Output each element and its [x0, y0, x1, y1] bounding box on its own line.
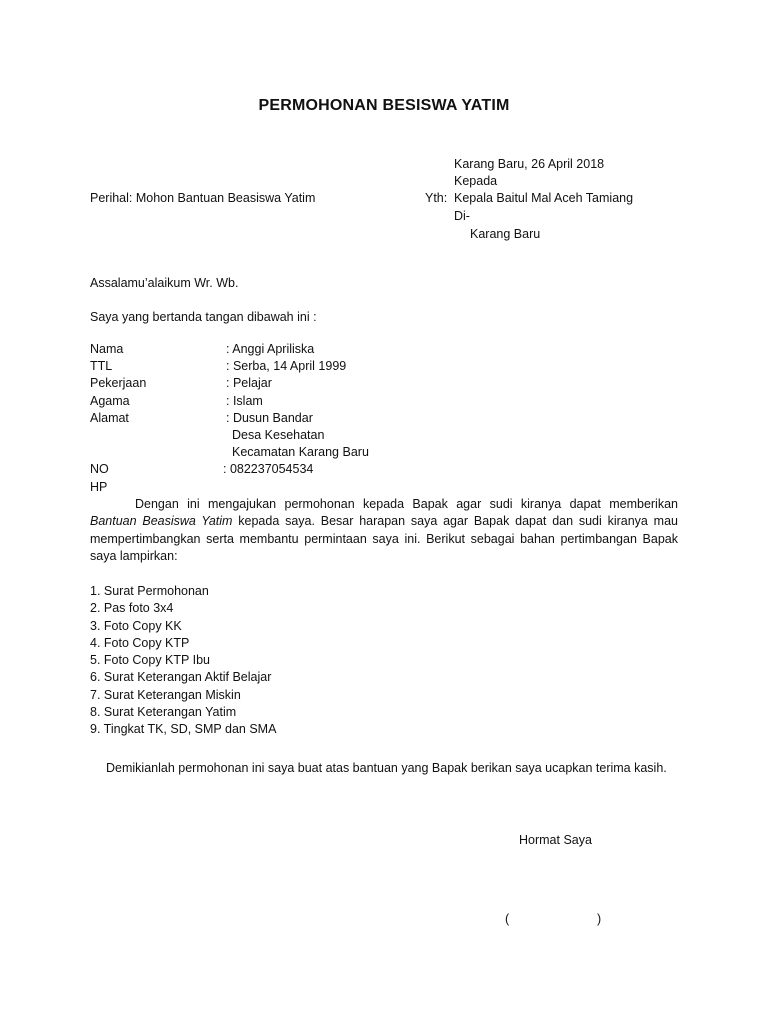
di-label: Di-	[454, 209, 470, 223]
field-value: : Dusun Bandar	[226, 410, 313, 425]
body-paragraph	[90, 496, 678, 565]
list-item: 4. Foto Copy KTP	[90, 635, 190, 650]
list-item: 7. Surat Keterangan Miskin	[90, 687, 241, 702]
perihal: Perihal: Mohon Bantuan Beasiswa Yatim	[90, 191, 316, 205]
recipient: Kepala Baitul Mal Aceh Tamiang	[454, 191, 634, 205]
body-text-2: kepada saya. Besar harapan saya agar Bapak dapat dan sudi kiranya mau mempertimbangkan serta membantu permintaan saya ini. Berikut sebagai bahan pertimbangan Bapak saya lampirkan:	[90, 514, 678, 563]
field-label: NO HP	[90, 462, 109, 494]
field-label: Agama	[90, 393, 130, 408]
list-item: 2. Pas foto 3x4	[90, 601, 174, 616]
field-label: Nama	[90, 342, 124, 356]
greeting: Assalamu’alaikum Wr. Wb.	[90, 276, 239, 290]
signature-open-paren: (	[505, 912, 510, 926]
field-value: Desa Kesehatan	[232, 427, 325, 442]
kepada-label: Kepada	[454, 174, 498, 188]
list-item: 9. Tingkat TK, SD, SMP dan SMA	[90, 722, 277, 737]
list-item: 5. Foto Copy KTP Ibu	[90, 653, 210, 668]
body-emphasis: Bantuan Beasiswa Yatim	[90, 514, 233, 529]
attachments-list	[90, 583, 276, 739]
field-value: Kecamatan Karang Baru	[232, 445, 369, 460]
signature-close-paren: )	[597, 912, 602, 926]
field-label: TTL	[90, 359, 113, 374]
field-value: : Pelajar	[226, 376, 272, 391]
field-value: : 082237054534	[223, 462, 314, 477]
field-value: : Islam	[226, 393, 263, 408]
signature-greeting: Hormat Saya	[519, 833, 592, 847]
field-value: : Anggi Apriliska	[226, 342, 315, 356]
place-date: Karang Baru, 26 April 2018	[454, 157, 605, 171]
field-value: : Serba, 14 April 1999	[226, 359, 347, 374]
list-item: 8. Surat Keterangan Yatim	[90, 705, 237, 720]
list-item: 1. Surat Permohonan	[90, 584, 209, 598]
recipient-location: Karang Baru	[470, 227, 541, 241]
list-item: 3. Foto Copy KK	[90, 618, 182, 633]
intro-text: Saya yang bertanda tangan dibawah ini :	[90, 310, 317, 324]
list-item: 6. Surat Keterangan Aktif Belajar	[90, 670, 272, 685]
closing-text: Demikianlah permohonan ini saya buat atas bantuan yang Bapak berikan saya ucapkan terima kasih.	[106, 761, 667, 775]
field-label: Alamat	[90, 410, 129, 425]
letter-title: PERMOHONAN BESISWA YATIM	[258, 97, 510, 114]
yth-label: Yth:	[425, 191, 448, 205]
body-text-1: Dengan ini mengajukan permohonan kepada Bapak agar sudi kiranya dapat memberikan	[135, 497, 678, 511]
field-label: Pekerjaan	[90, 376, 147, 391]
